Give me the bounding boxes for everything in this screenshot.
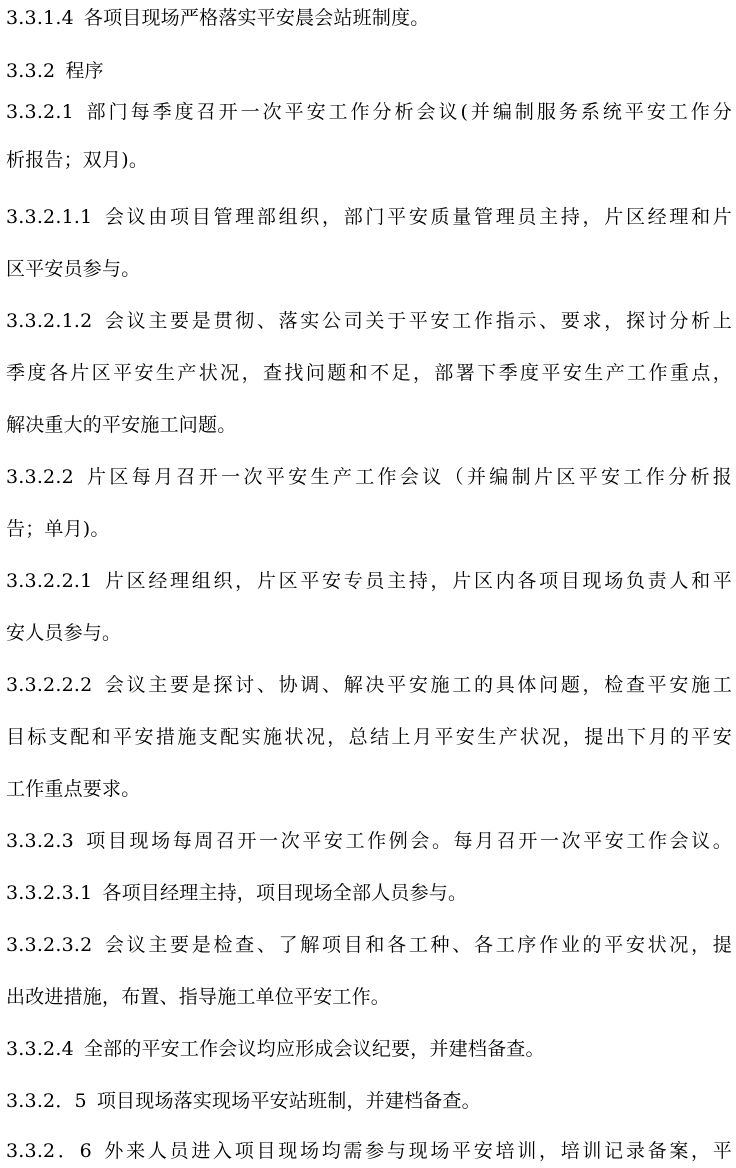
clause-number: 3.3.2.3 <box>6 830 74 852</box>
clause-number: 3.3.2．6 <box>6 1140 92 1162</box>
clause-text: 外来人员进入项目现场均需参与现场平安培训，培训记录备案，平 <box>101 1140 732 1162</box>
clause-3-3-2-3-2-continued <box>6 985 390 1009</box>
clause-3-3-2-1-2-line-3 <box>6 413 236 437</box>
clause-text: 项目现场落实现场平安站班制，并建档备查。 <box>96 1090 481 1112</box>
clause-text: 会议主要是检查、了解项目和各工种、各工序作业的平安状况，提 <box>102 934 732 956</box>
clause-3-3-2-1-2 <box>6 309 732 333</box>
clause-text: 各项目经理主持，项目现场全部人员参与。 <box>102 882 468 904</box>
clause-3-3-2-2-1-continued <box>6 621 121 645</box>
clause-3-3-1-4 <box>6 6 429 30</box>
clause-text: 安人员参与。 <box>6 622 122 644</box>
clause-text: 区平安员参与。 <box>6 258 141 280</box>
clause-text: 会议由项目管理部组织，部门平安质量管理员主持，片区经理和片 <box>102 206 732 228</box>
clause-number: 3.3.2.2.1 <box>6 570 93 592</box>
clause-number: 3.3.2.3.2 <box>6 934 93 956</box>
clause-text: 会议主要是探讨、协调、解决平安施工的具体问题，检查平安施工 <box>102 674 732 696</box>
clause-text: 季度各片区平安生产状况，查找问题和不足，部署下季度平安生产工作重点， <box>6 362 732 384</box>
clause-3-3-2-3 <box>6 829 732 853</box>
clause-number: 3.3.2.2.2 <box>6 674 93 696</box>
clause-number: 3.3.2.4 <box>6 1038 74 1060</box>
clause-3-3-2-3-2 <box>6 933 732 957</box>
clause-3-3-2-2-2 <box>6 673 732 697</box>
clause-text: 析报告；双月)。 <box>6 149 149 171</box>
clause-3-3-2-1-1 <box>6 205 732 229</box>
clause-text: 工作重点要求。 <box>6 778 141 800</box>
clause-3-3-2-1 <box>6 100 732 124</box>
clause-text: 项目现场每周召开一次平安工作例会。每月召开一次平安工作会议。 <box>83 830 732 852</box>
clause-text: 目标支配和平安措施支配实施状况，总结上月平安生产状况，提出下月的平安 <box>6 726 732 748</box>
clause-number: 3.3.2．5 <box>6 1090 87 1112</box>
clause-3-3-2-2-1 <box>6 569 732 593</box>
clause-number: 3.3.2.2 <box>6 466 74 488</box>
clause-text: 片区每月召开一次平安生产工作会议（并编制片区平安工作分析报 <box>83 466 732 488</box>
clause-3-3-2-3-1 <box>6 881 467 905</box>
clause-number: 3.3.2.3.1 <box>6 882 93 904</box>
clause-text: 程序 <box>65 60 104 82</box>
section-3-3-2-heading <box>6 59 104 83</box>
clause-text: 告；单月)。 <box>6 518 110 540</box>
clause-text: 解决重大的平安施工问题。 <box>6 414 237 436</box>
clause-number: 3.3.2.1.1 <box>6 206 93 228</box>
clause-number: 3.3.1.4 <box>6 7 74 29</box>
clause-number: 3.3.2.1.2 <box>6 310 93 332</box>
clause-3-3-2-6 <box>6 1139 732 1163</box>
clause-3-3-2-2-continued <box>6 517 110 541</box>
clause-number: 3.3.2 <box>6 60 56 82</box>
clause-text: 会议主要是贯彻、落实公司关于平安工作指示、要求，探讨分析上 <box>102 310 732 332</box>
clause-3-3-2-2-2-line-2 <box>6 725 732 749</box>
clause-3-3-2-1-2-line-2 <box>6 361 732 385</box>
clause-3-3-2-2-2-line-3 <box>6 777 140 801</box>
clause-number: 3.3.2.1 <box>6 101 74 123</box>
clause-text: 各项目现场严格落实平安晨会站班制度。 <box>83 7 430 29</box>
clause-3-3-2-1-continued <box>6 148 148 172</box>
clause-3-3-2-2 <box>6 465 732 489</box>
clause-text: 全部的平安工作会议均应形成会议纪要，并建档备查。 <box>83 1038 545 1060</box>
clause-3-3-2-1-1-continued <box>6 257 140 281</box>
clause-3-3-2-4 <box>6 1037 545 1061</box>
clause-text: 片区经理组织，片区平安专员主持，片区内各项目现场负责人和平 <box>102 570 732 592</box>
clause-text: 部门每季度召开一次平安工作分析会议(并编制服务系统平安工作分 <box>83 101 732 123</box>
clause-3-3-2-5 <box>6 1089 481 1113</box>
clause-text: 出改进措施，布置、指导施工单位平安工作。 <box>6 986 391 1008</box>
